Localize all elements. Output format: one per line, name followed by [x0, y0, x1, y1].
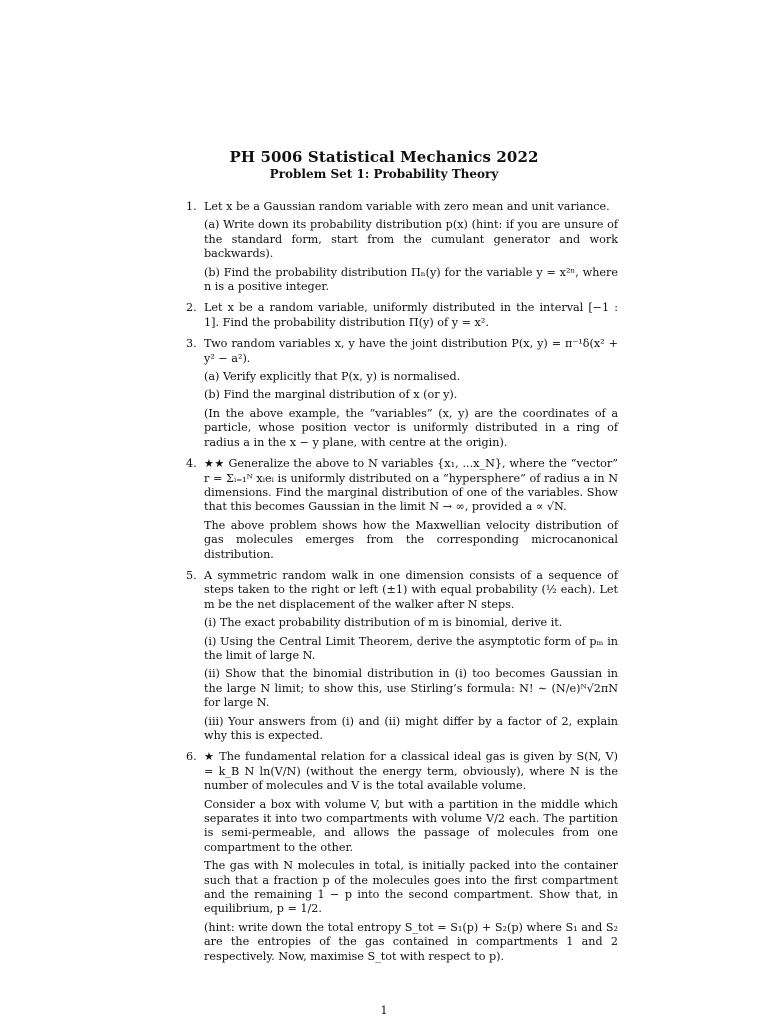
problem-paragraph: (i) Using the Central Limit Theorem, derive the asymptotic form of pₘ in the limit of large N. [204, 634, 618, 662]
problem-list [186, 200, 618, 971]
problem-paragraph: (In the above example, the “variables” (x, y) are the coordinates of a particle, whose position vector is uniformly distributed in a ring of radius a in the x − y plane, with centre at the origin). [204, 406, 618, 449]
problem-paragraph: ★ The fundamental relation for a classical ideal gas is given by S(N, V) = k_B N ln(V/N) (without the energy term, obviously), where N is the number of molecules and V is the total available volume. [204, 750, 618, 793]
problem-number: 6. [186, 750, 197, 764]
page-number: 1 [380, 1004, 388, 1017]
problem-number: 3. [186, 337, 197, 351]
problem-number: 5. [186, 568, 197, 582]
problem-paragraph: Two random variables x, y have the joint distribution P(x, y) = π⁻¹δ(x² + y² − a²). [204, 337, 618, 365]
problem-paragraph: The above problem shows how the Maxwellian velocity distribution of gas molecules emerges from the corresponding microcanonical distribution. [204, 518, 618, 561]
problem-paragraph: (b) Find the marginal distribution of x (or y). [204, 388, 458, 402]
problem-paragraph: (hint: write down the total entropy S_tot = S₁(p) + S₂(p) where S₁ and S₂ are the entropies of the gas contained in compartments 1 and 2 respectively. Now, maximise S_tot with respect to p). [204, 920, 618, 963]
problem-paragraph: (b) Find the probability distribution Πₙ(y) for the variable y = x²ⁿ, where n is a positive integer. [204, 265, 618, 294]
problem-paragraph: (a) Verify explicitly that P(x, y) is normalised. [204, 370, 461, 384]
problem-6 [186, 750, 618, 964]
problem-2 [186, 301, 618, 330]
problem-3 [186, 337, 618, 450]
problem-paragraph: Let x be a Gaussian random variable with zero mean and unit variance. [204, 200, 610, 213]
problem-number: 4. [186, 457, 197, 471]
document-title: PH 5006 Statistical Mechanics 2022 [229, 148, 539, 166]
problem-paragraph: The gas with N molecules in total, is initially packed into the container such that a fraction p of the molecules goes into the first compartment and the remaining 1 − p into the second compartment. Show that, in equilibrium, p = 1/2. [204, 859, 618, 916]
problem-number: 1. [186, 200, 197, 213]
problem-5 [186, 569, 618, 743]
problem-number: 2. [186, 301, 197, 315]
problem-paragraph: (iii) Your answers from (i) and (ii) might differ by a factor of 2, explain why this is expected. [204, 714, 618, 742]
problem-paragraph: Consider a box with volume V, but with a partition in the middle which separates it into two compartments with volume V/2 each. The partition is semi-permeable, and allows the passage of molecules from one compartment to the other. [204, 797, 618, 854]
problem-paragraph: Let x be a random variable, uniformly distributed in the interval [−1 : 1]. Find the probability distribution Π(y) of y = x². [204, 301, 618, 329]
problem-4 [186, 457, 618, 562]
problem-paragraph: (ii) Show that the binomial distribution in (i) too becomes Gaussian in the large N limit; to show this, use Stirling’s formula: N! ∼ (N/e)ᴺ√2πN for large N. [204, 667, 618, 710]
problem-paragraph: ★★ Generalize the above to N variables {x₁, ...x_N}, where the “vector” r = Σᵢ₌₁ᴺ xᵢeᵢ is uniformly distributed on a “hypersphere” of radius a in N dimensions. Find the marginal distribution of one of the variables. Show that this becomes Gaussian in the limit N → ∞, provided a ∝ √N. [204, 457, 618, 514]
problem-paragraph: (a) Write down its probability distribution p(x) (hint: if you are unsure of the standard form, start from the cumulant generator and work backwards). [204, 218, 618, 261]
problem-paragraph: (i) The exact probability distribution of m is binomial, derive it. [204, 616, 563, 630]
problem-paragraph: A symmetric random walk in one dimension consists of a sequence of steps taken to the right or left (±1) with equal probability (½ each). Let m be the net displacement of the walker after N steps. [204, 568, 618, 611]
document-subtitle: Problem Set 1: Probability Theory [269, 167, 499, 181]
problem-1 [186, 200, 618, 294]
